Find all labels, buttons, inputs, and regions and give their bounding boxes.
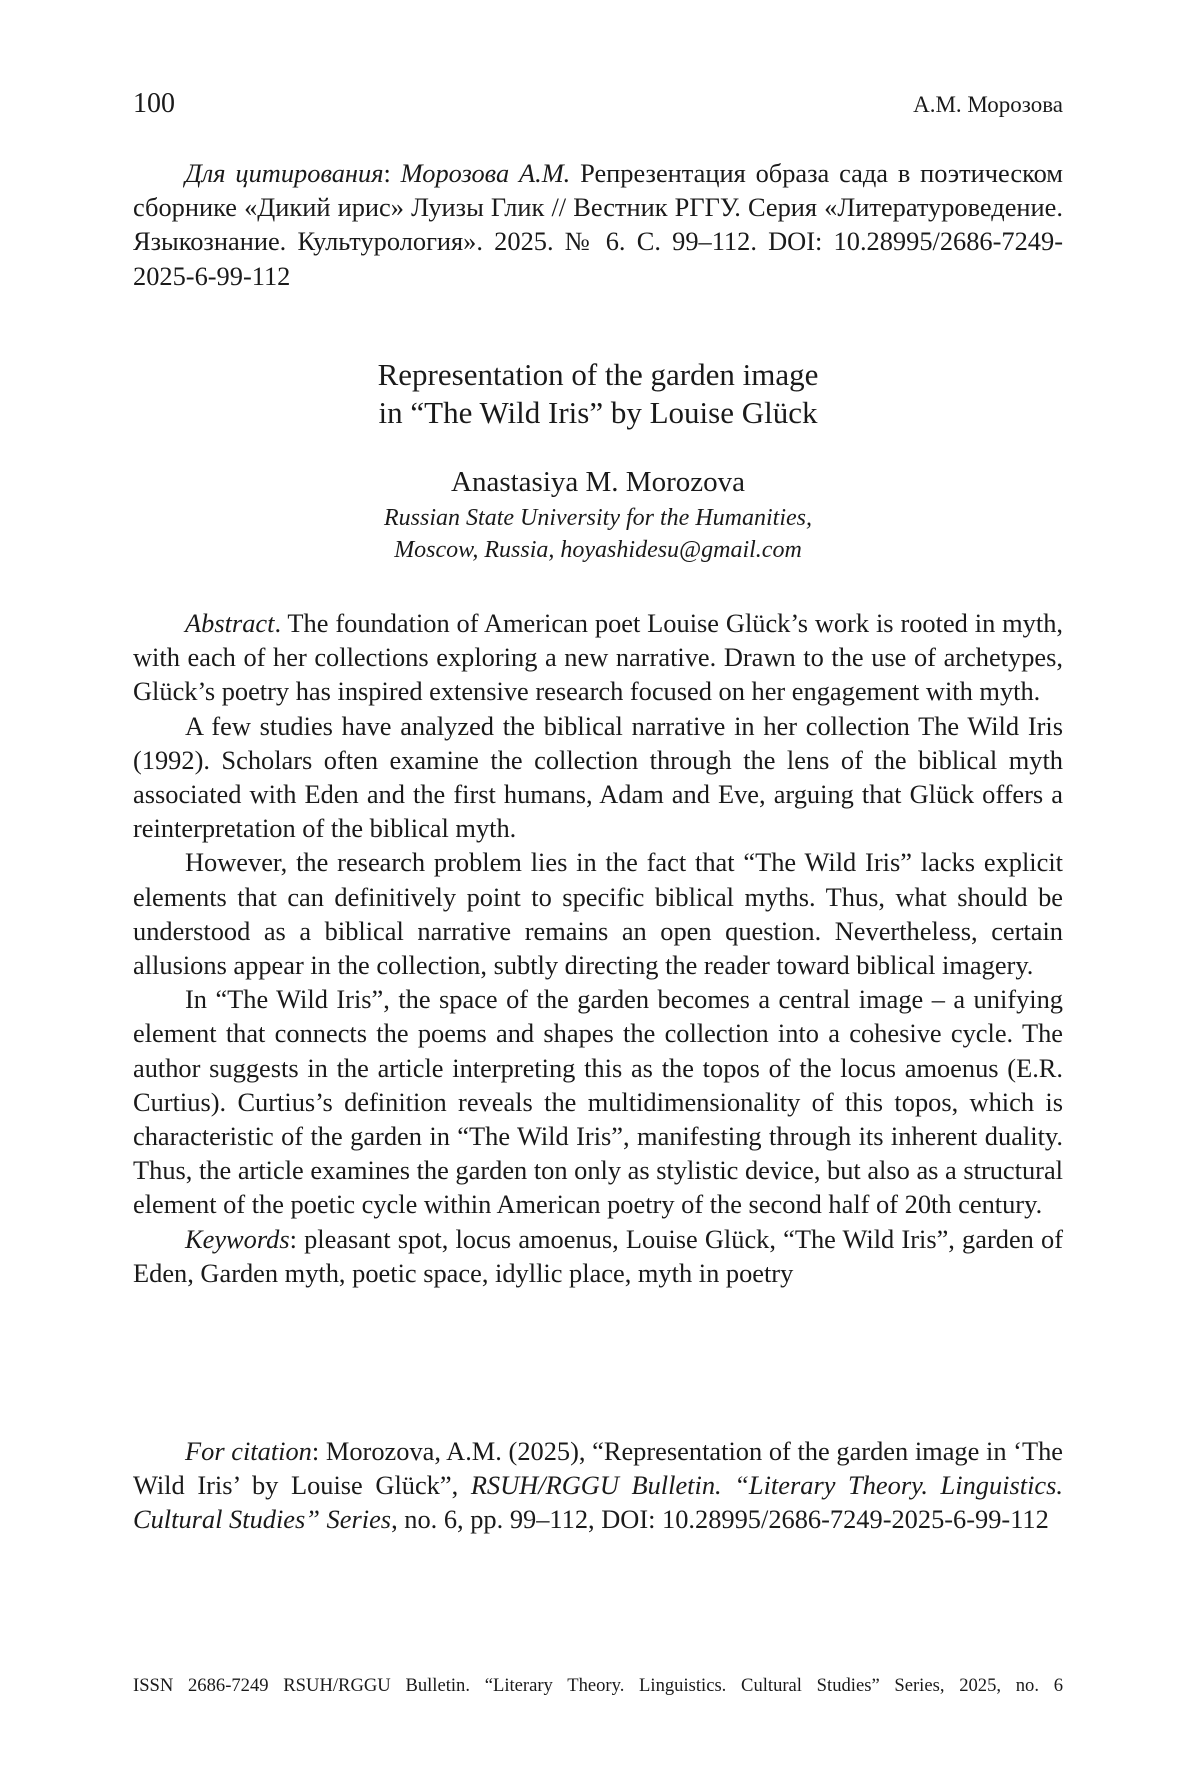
keywords-text: : pleasant spot, locus amoenus, Louise Glück, “The Wild Iris”, garden of Eden, Garden myth, poetic space, idyllic place, myth in poetry [133, 1224, 1063, 1288]
abstract-paragraph-2: A few studies have analyzed the biblical narrative in her collection The Wild Iris (1992). Scholars often examine the collection through the lens of the biblical myth associated with Eden and the first humans, Adam and Eve, arguing that Glück offers a reinterpretation of the biblical myth. [133, 709, 1063, 846]
citation-ru [133, 156, 1063, 293]
citation-en [133, 1434, 1063, 1537]
abstract-paragraph-1 [133, 606, 1063, 709]
title-line-2: in “The Wild Iris” by Louise Glück [133, 394, 1063, 432]
affiliation-line-2: Moscow, Russia, hoyashidesu@gmail.com [133, 534, 1063, 566]
affiliation-line-1: Russian State University for the Humanities, [133, 502, 1063, 534]
abstract-paragraph-4: In “The Wild Iris”, the space of the garden becomes a central image – a unifying element that connects the poems and shapes the collection into a cohesive cycle. The author suggests in the article interpreting this as the topos of the locus amoenus (E.R. Curtius). Curtius’s definition reveals the multidimensionality of this topos, which is characteristic of the garden in “The Wild Iris”, manifesting through its inherent duality. Thus, the article examines the garden ton only as stylistic device, but also as a structural element of the poetic cycle within American poetry of the second half of 20th century. [133, 982, 1063, 1221]
author-affiliation [133, 502, 1063, 566]
running-header [133, 88, 1063, 120]
title-line-1: Representation of the garden image [133, 356, 1063, 394]
citation-ru-text: Репрезентация образа сада в поэтическом сборнике «Дикий ирис» Луизы Глик // Вестник РГГУ. Серия «Литературоведение. Языкознание. Культурология». 2025. № 6. С. 99–112. DOI: 10.28995/2686-7249-2025-6-99-112 [133, 158, 1063, 291]
running-author: А.М. Морозова [913, 92, 1063, 118]
abstract-label: Abstract [185, 608, 274, 638]
citation-ru-colon: : [383, 158, 400, 188]
abstract-paragraph-3: However, the research problem lies in the fact that “The Wild Iris” lacks explicit elements that can definitively point to specific biblical myths. Thus, what should be understood as a biblical narrative remains an open question. Nevertheless, certain allusions appear in the collection, subtly directing the reader toward biblical imagery. [133, 845, 1063, 982]
abstract-section [133, 606, 1063, 1290]
keywords-paragraph [133, 1222, 1063, 1290]
article-title [133, 356, 1063, 432]
author-name: Anastasiya M. Morozova [133, 464, 1063, 500]
citation-en-journal: RSUH/RGGU Bulletin. “Literary Theory. Linguistics. Cultural Studies” Series [133, 1470, 1063, 1534]
citation-en-label: For citation [185, 1436, 312, 1466]
citation-en-text-2: , no. 6, pp. 99–112, DOI: 10.28995/2686-7249-2025-6-99-112 [391, 1504, 1049, 1534]
abstract-p1-text: . The foundation of American poet Louise Glück’s work is rooted in myth, with each of her collections exploring a new narrative. Drawn to the use of archetypes, Glück’s poetry has inspired extensive research focused on her engagement with myth. [133, 608, 1063, 706]
citation-ru-author: Морозова А.М. [401, 158, 571, 188]
citation-ru-label: Для цитирования [185, 158, 383, 188]
page-footer: ISSN 2686-7249 RSUH/RGGU Bulletin. “Literary Theory. Linguistics. Cultural Studies” Series, 2025, no. 6 [133, 1675, 1063, 1697]
page-number: 100 [133, 88, 175, 120]
keywords-label: Keywords [185, 1224, 290, 1254]
citation-en-text-1: : Morozova, A.M. (2025), “Representation of the garden image in ‘The Wild Iris’ by Louise Glück”, [133, 1436, 1063, 1500]
